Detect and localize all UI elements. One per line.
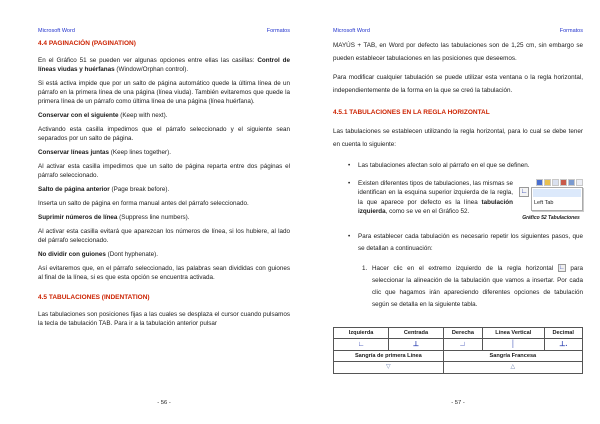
term-rest: (Suppress line numbers). — [117, 214, 190, 221]
column-header: Derecha — [443, 327, 482, 338]
page-header — [333, 28, 583, 34]
table-cell — [334, 338, 389, 350]
page-number: - 57 - — [451, 400, 465, 406]
table-header-row — [334, 327, 583, 338]
bullet-list — [347, 161, 583, 255]
toolbar-icon — [568, 179, 575, 186]
left-tab-selector-icon: ∟ — [558, 264, 565, 271]
paragraph-text: Hacer clic en el extremo izquierdo de la regla horizontal — [372, 264, 558, 272]
hanging-indent-icon: △ — [510, 363, 516, 370]
term-bold: Control de líneas viudas y huérfanas — [38, 57, 290, 73]
header-app-title: Microsoft Word — [333, 28, 370, 34]
section-heading-44: 4.4 PAGINACIÓN (PAGINATION) — [38, 40, 136, 47]
table-icon-row — [334, 361, 583, 373]
paragraph: Inserta un salto de página en forma manual antes del párrafo seleccionado. — [38, 200, 249, 207]
table-cell — [443, 338, 482, 350]
dropdown-highlight — [533, 189, 581, 197]
term-rest: (Page break before). — [109, 186, 170, 193]
paragraph: Si está activa impide que por un salto de página automático quede la última línea de un párrafo en la primera línea de una página (línea viuda). También evitaremos que quede la primera línea de un párrafo como última línea de una página (línea huérfana). — [38, 80, 290, 105]
left-tab-icon: ∟ — [357, 340, 365, 348]
toolbar-icon — [536, 179, 543, 186]
ruler-corner — [519, 187, 583, 212]
bar-tab-icon: │ — [511, 340, 516, 348]
paragraph-text: En el Gráfico 51 se pueden ver algunas opciones entre ellas las casillas: — [38, 57, 258, 64]
term-bold: tabulación izquierda — [358, 198, 513, 215]
paragraph: Al activar esta casilla evitará que aparezcan los números de línea, si los hubiere, al lado del párrafo seleccionado. — [38, 228, 290, 244]
paragraph: Al activar esta casilla impedimos que un salto de página reparta entre dos páginas el párrafo seleccionado. — [38, 163, 290, 179]
term-rest: (Keep lines together). — [109, 149, 172, 156]
paragraph: Las tabulaciones se establecen utilizando la regla horizontal, para lo cual se debe tener en cuenta lo siguiente: — [333, 128, 583, 148]
paragraph: Para modificar cualquier tabulación se puede utilizar esta ventana o la regla horizontal, independientemente de la forma en la que se creó la tabulación. — [333, 74, 583, 94]
page-header — [38, 28, 290, 34]
paragraph: Activando esta casilla impedimos que el párrafo seleccionado y el siguiente sean separados por un salto de página. — [38, 126, 290, 142]
header-app-title: Microsoft Word — [38, 28, 75, 34]
table-cell — [544, 338, 583, 350]
table-cell — [334, 361, 444, 373]
table-cell — [389, 338, 444, 350]
mini-toolbar — [519, 179, 583, 186]
page-left — [28, 8, 300, 416]
term-bold: Suprimir números de línea — [38, 214, 118, 221]
column-header: Línea Vertical — [483, 327, 544, 338]
term-paragraph — [38, 148, 290, 157]
term-bold: Salto de página anterior — [38, 186, 110, 193]
table-label-row — [334, 350, 583, 361]
paragraph-text: para seleccionar la alineación de la tabulación que vamos a insertar. Por cada clic que hagamos irán apareciendo diferentes opciones de tabulación según se detalla en la siguiente tabla. — [372, 264, 583, 308]
step-text — [372, 263, 583, 311]
term-paragraph — [38, 185, 290, 194]
section-heading-451: 4.5.1 TABULACIONES EN LA REGLA HORIZONTAL — [333, 109, 490, 116]
tab-selector-icon: • ∟ — [520, 187, 528, 195]
term-paragraph — [38, 111, 290, 120]
column-header: Izquierda — [334, 327, 389, 338]
graphic-caption: Gráfico 52 Tabulaciones — [522, 215, 580, 221]
paragraph: MAYÚS + TAB, en Word por defecto las tabulaciones son de 1,25 cm, sin embargo se pueden establecer tabulaciones en las posiciones que deseemos. — [333, 42, 583, 62]
center-tab-icon: ⊥ — [412, 340, 419, 348]
header-section-title: Formatos — [266, 28, 290, 34]
list-item: • Las tabulaciones afectan solo al párrafo en el que se definen. — [347, 161, 583, 171]
term-paragraph — [38, 250, 290, 259]
table-cell — [483, 338, 544, 350]
right-tab-icon: ∟ — [459, 340, 467, 348]
paragraph-text: Existen diferentes tipos de tabulaciones, las mismas se identifican en la esquina superior izquierda de la regla, la que aparece por defecto es la línea — [358, 179, 513, 206]
page-right — [323, 8, 593, 416]
toolbar-icon — [576, 179, 583, 186]
paragraph: Las tabulaciones son posiciones fijas a las cuales se desplaza el cursor cuando pulsamos la tecla de tabulación TAB. Para ir a la tabulación anterior pulsar — [38, 311, 290, 327]
term-bold: Conservar con el siguiente — [38, 112, 119, 119]
page-number: - 56 - — [157, 400, 171, 406]
decimal-tab-icon: ⊥. — [559, 340, 568, 348]
term-bold: Conservar líneas juntas — [38, 149, 110, 156]
term-bold: No dividir con guiones — [38, 251, 106, 258]
graphic-tab-selector — [519, 179, 583, 224]
table-cell: Sangría de primera Línea — [334, 350, 444, 361]
toolbar-icon — [552, 179, 559, 186]
first-line-indent-icon: ▽ — [386, 363, 391, 370]
toolbar-icon — [544, 179, 551, 186]
table-icon-row — [334, 338, 583, 350]
paragraph: Así evitaremos que, en el párrafo seleccionado, las palabras sean divididas con guiones al final de la línea, si es que esta opción se encuentra activada. — [38, 265, 290, 281]
paragraph-text: (Window/Orphan control). — [114, 66, 189, 73]
table-cell — [443, 361, 582, 373]
numbered-step — [362, 263, 583, 311]
list-item — [347, 179, 583, 221]
column-header: Decimal — [544, 327, 583, 338]
term-rest: (Keep with next). — [118, 112, 168, 119]
tab-types-table — [333, 327, 583, 374]
dropdown-label: Left Tab — [534, 199, 554, 206]
tab-type-dropdown — [531, 187, 583, 212]
table-cell: Sangría Francesa — [443, 350, 582, 361]
list-item: • Para establecer cada tabulación es necesario repetir los siguientes pasos, que se detallan a continuación: — [347, 231, 583, 255]
header-section-title: Formatos — [559, 28, 583, 34]
column-header: Centrada — [389, 327, 444, 338]
paragraph — [38, 56, 290, 74]
toolbar-icon — [560, 179, 567, 186]
section-heading-45: 4.5 TABULACIONES (INDENTATION) — [38, 294, 150, 301]
step-number: 1. — [362, 264, 368, 272]
term-paragraph — [38, 213, 290, 222]
term-rest: (Dont hyphenate). — [105, 251, 159, 258]
paragraph-text: , como se ve en el Gráfico 52. — [385, 208, 470, 215]
